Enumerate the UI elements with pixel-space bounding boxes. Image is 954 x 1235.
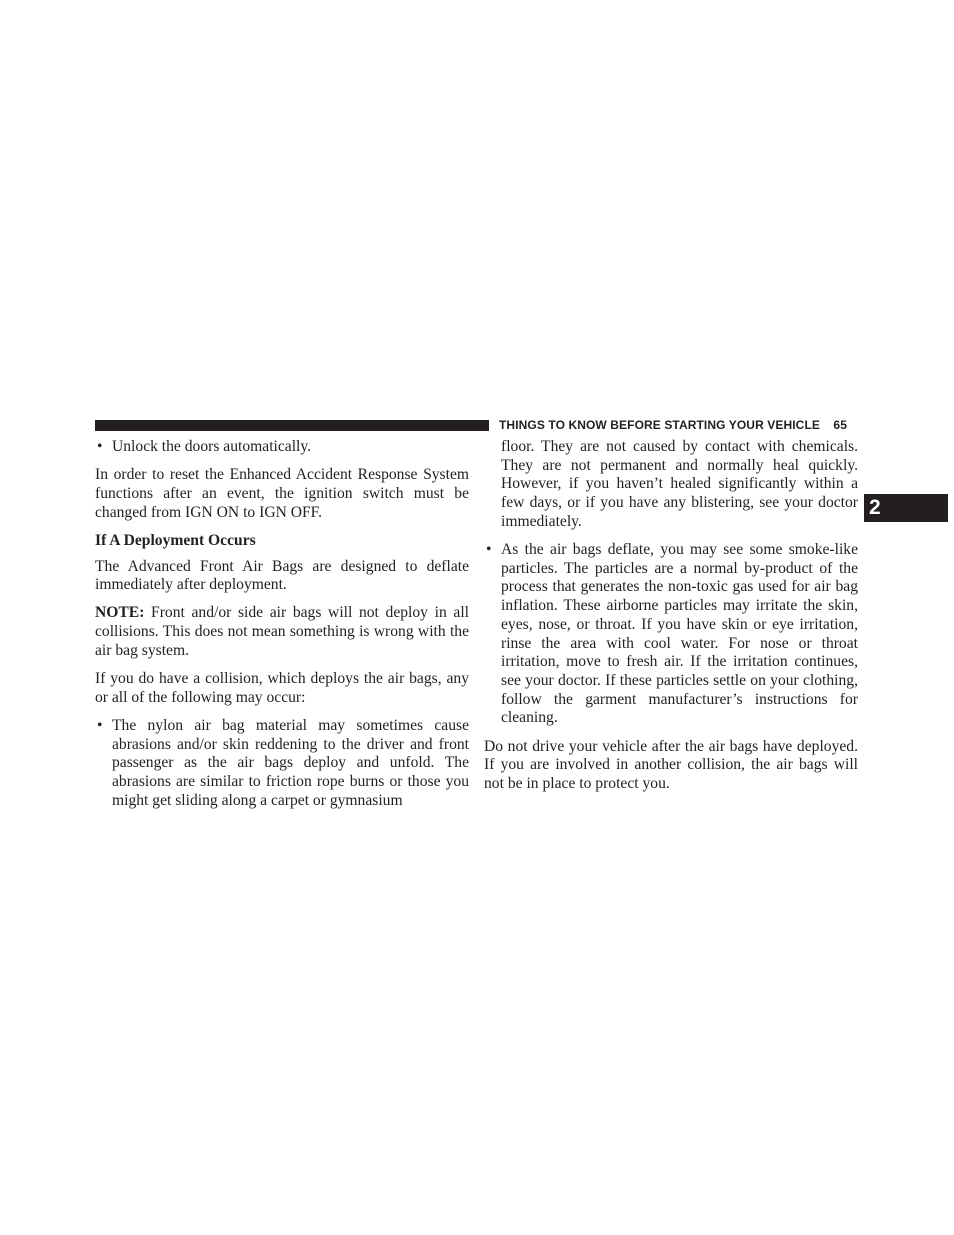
bullet-nylon-continued: floor. They are not caused by contact with chemicals. They are not permanent and normally heal quickly. However, if you haven’t healed significantly within a few days, or if you have any blistering, see your doctor immediately. [501, 438, 858, 530]
paragraph-reset-system: In order to reset the Enhanced Accident Response System functions after an event, the ignition switch must be changed from IGN ON to IGN OFF. [95, 466, 469, 521]
bullet-text: Unlock the doors automatically. [112, 438, 312, 455]
bullet-unlock-doors [95, 438, 469, 457]
left-column [95, 438, 469, 820]
note-text: Front and/or side air bags will not deploy in all collisions. This does not mean something is wrong with the air bag system. [95, 604, 469, 659]
paragraph-deflate-design: The Advanced Front Air Bags are designed to deflate immediately after deployment. [95, 557, 469, 594]
bullet-nylon-material [95, 717, 469, 811]
bullet-text: As the air bags deflate, you may see some smoke-like particles. The particles are a normal by-product of the process that generates the non-toxic gas used for air bag inflation. These airborne particles may irritate the skin, eyes, nose, or throat. If you have skin or eye irritation, rinse the area with cool water. For nose or throat irritation, move to fresh air. If the irritation continues, see your doctor. If these particles settle on your clothing, follow the garment manufacturer’s instructions for cleaning. [501, 541, 858, 727]
section-heading: If A Deployment Occurs [95, 531, 256, 549]
bullet-smoke-particles [484, 541, 858, 728]
chapter-tab: 2 [864, 494, 948, 522]
right-column [484, 438, 858, 803]
bullet-dot: • [97, 438, 103, 455]
paragraph-do-not-drive: Do not drive your vehicle after the air bags have deployed. If you are involved in another collision, the air bags will not be in place to protect you. [484, 737, 858, 792]
bullet-dot: • [97, 716, 103, 734]
note-paragraph [95, 604, 469, 660]
bullet-dot: • [486, 541, 492, 559]
bullet-text: The nylon air bag material may sometimes cause abrasions and/or skin reddening to the driver and front passenger as the air bags deploy and unfold. The abrasions are similar to friction rope burns or those you might get sliding along a carpet or gymnasium [112, 716, 469, 809]
header-rule [95, 420, 489, 431]
note-label: NOTE: [95, 604, 145, 622]
running-header [499, 417, 859, 433]
section-title: THINGS TO KNOW BEFORE STARTING YOUR VEHICLE [499, 418, 820, 432]
page-number: 65 [833, 418, 847, 432]
paragraph-collision: If you do have a collision, which deploys the air bags, any or all of the following may occur: [95, 670, 469, 706]
